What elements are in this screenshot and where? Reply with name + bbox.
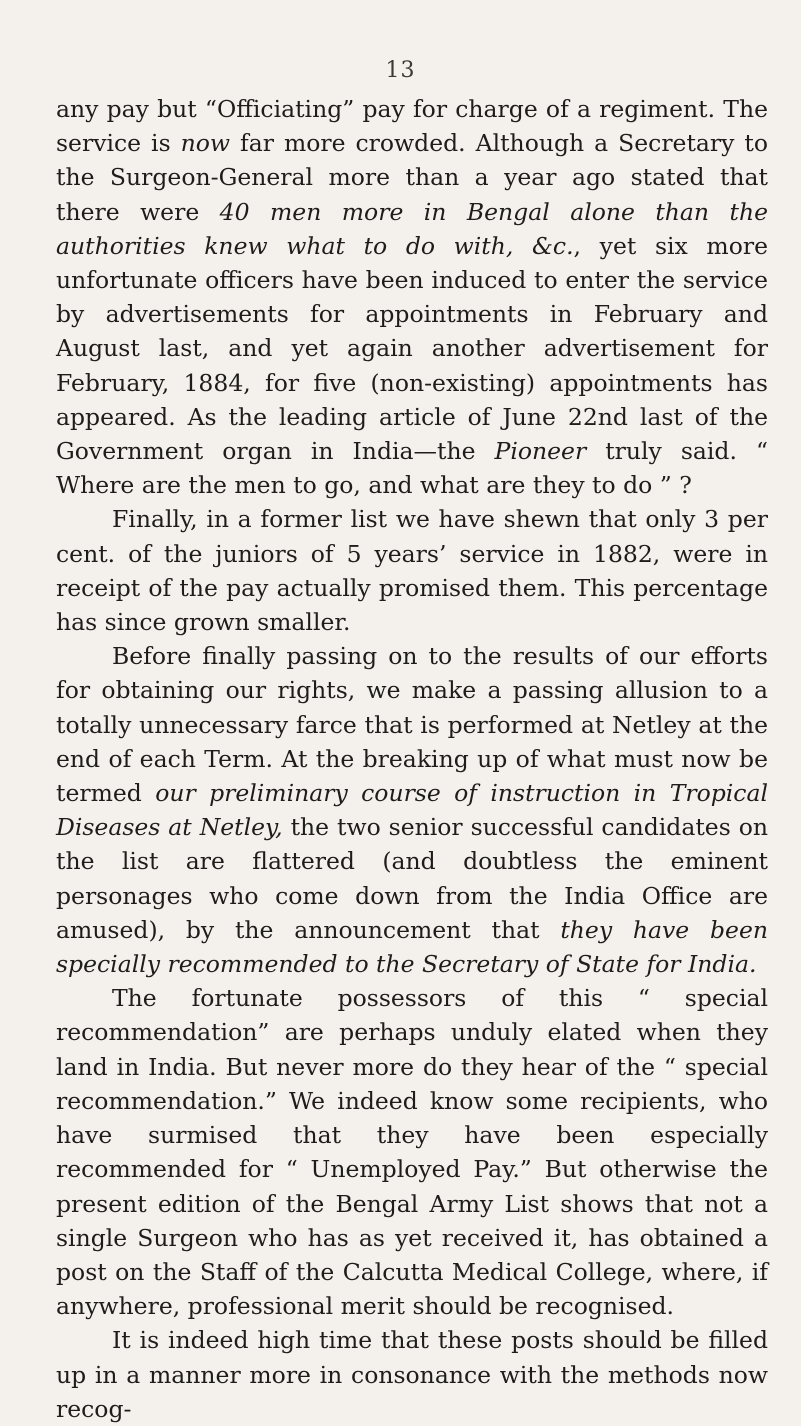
- italic-run: now: [180, 129, 231, 158]
- text-run: the two senior successful candidates on the list are flattered (and doubtless the eminent personages who come down from the India Office are amused), by the announcement that: [56, 813, 768, 944]
- italic-run: our preliminary course of instruction in Tropical Diseases at Netley,: [56, 779, 768, 842]
- paragraph-2: [56, 502, 768, 639]
- paragraph-5: [56, 1323, 768, 1426]
- text-run: any pay but “Officiating” pay for charge of a regiment. The service is: [56, 95, 768, 158]
- page-number: 13: [385, 58, 416, 83]
- paragraph-4: [56, 981, 768, 1323]
- paragraph-1: [56, 92, 768, 502]
- text-run: far more crowded. Although a Secretary to the Surgeon-General more than a year ago stated that there were: [56, 129, 769, 226]
- paragraph-3: [56, 639, 768, 981]
- italic-run: Pioneer: [494, 437, 587, 466]
- text-run: The fortunate possessors of this “ special recommendation” are perhaps unduly elated when they land in India. But never more do they hear of the “ special recommendation.” We indeed know some recipients, who have surmised that they have been especially recommended for “ Unemployed Pay.” But otherwise the present edition of the Bengal Army List shows that not a single Surgeon who has as yet received it, has obtained a post on the Staff of the Calcutta Medical College, where, if anywhere, professional merit should be recognised.: [56, 984, 768, 1321]
- text-run: It is indeed high time that these posts should be filled up in a manner more in consonance with the methods now recog-: [56, 1326, 768, 1423]
- text-run: truly said. “ Where are the men to go, and what are they to do ” ?: [56, 437, 768, 500]
- body-text: [56, 92, 768, 1426]
- text-run: , yet six more unfortunate officers have been induced to enter the service by advertisements for appointments in February and August last, and yet again another advertisement for February, 1884, for five (non-existing) appointments has appeared. As the leading article of June 22nd last of the Government organ in India—the: [56, 231, 768, 466]
- text-run: Before finally passing on to the results of our efforts for obtaining our rights, we make a passing allusion to a totally unnecessary farce that is performed at Netley at the end of each Term. At the breaking up of what must now be termed: [56, 642, 768, 808]
- italic-run: they have been specially recommended to the Secretary of State for India.: [56, 915, 768, 979]
- italic-run: 40 men more in Bengal alone than the authorities knew what to do with, &c.: [56, 197, 768, 260]
- text-run: Finally, in a former list we have shewn that only 3 per cent. of the juniors of 5 years’ service in 1882, were in receipt of the pay actually promised them. This percentage has since grown smaller.: [56, 505, 768, 637]
